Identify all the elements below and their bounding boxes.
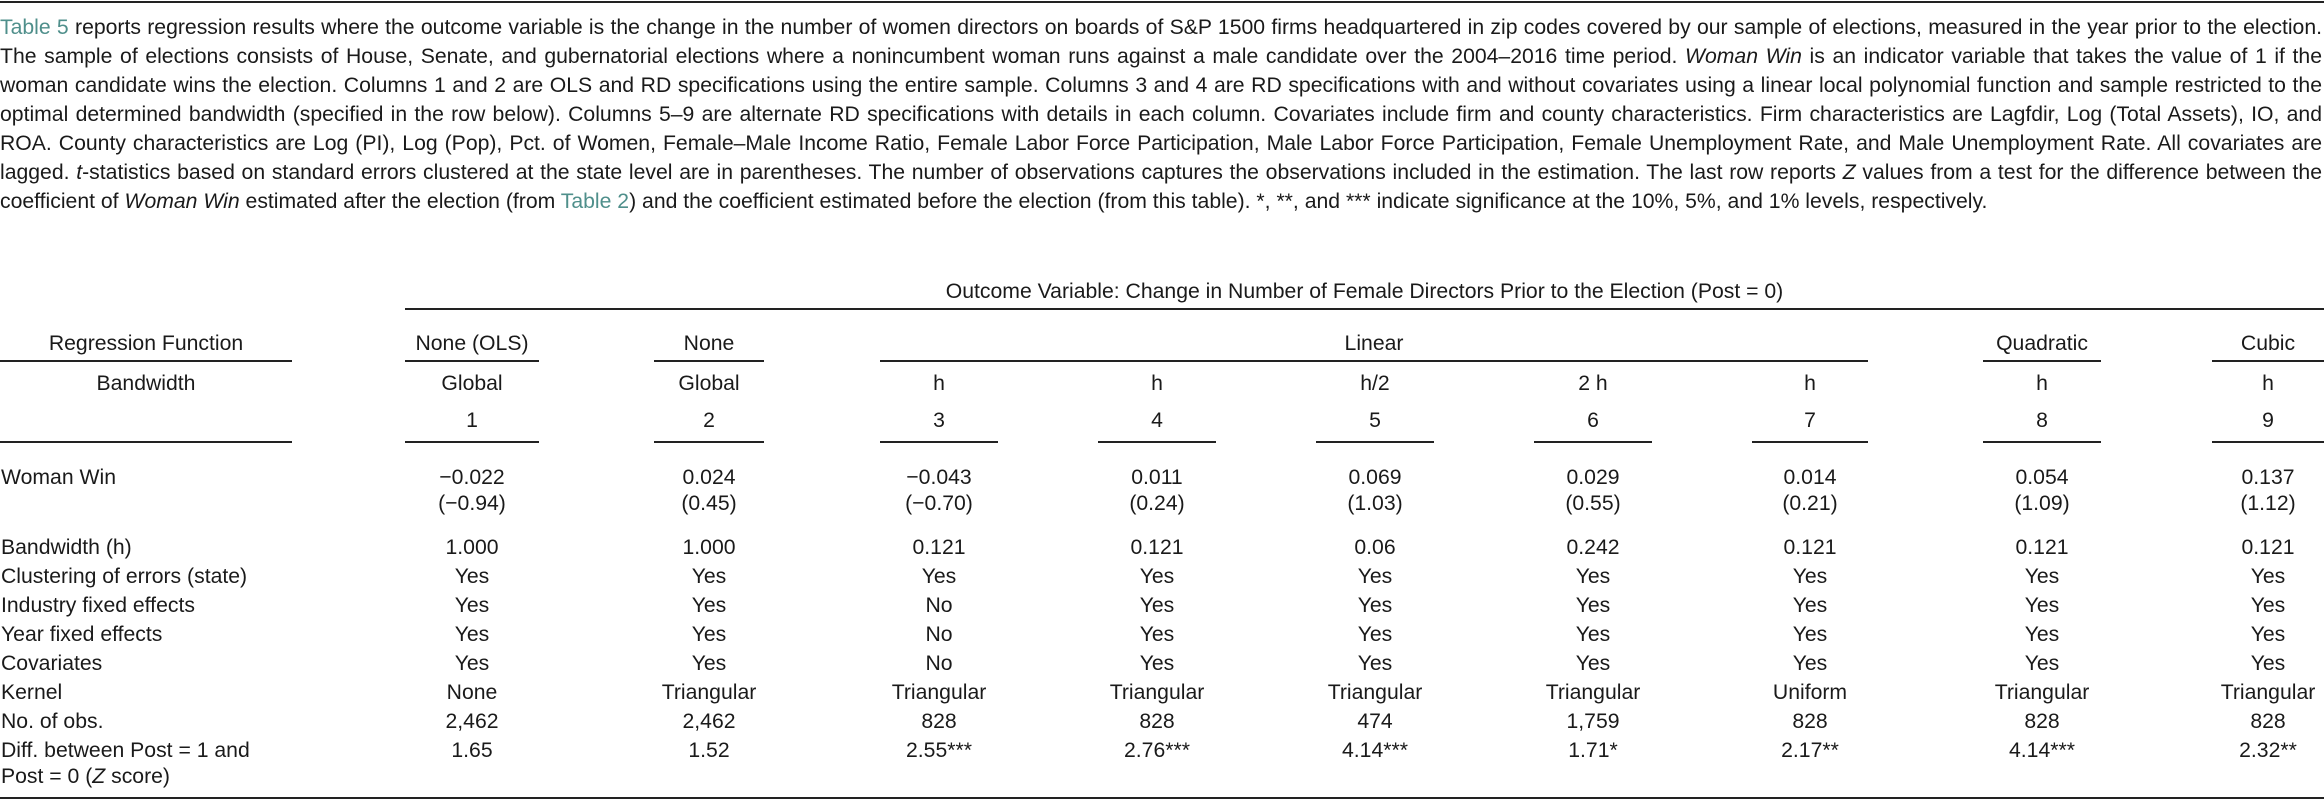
- diff-cell-col-3: 2.55***: [906, 739, 972, 762]
- kernel-cell-col-7: Uniform: [1772, 681, 1848, 704]
- group-header-rule: [2212, 360, 2324, 362]
- table-5-link[interactable]: Table 5: [0, 16, 69, 39]
- industry-fe-cell-col-2: Yes: [691, 594, 727, 617]
- row-label-diff-line2: [1, 764, 170, 790]
- year-fe-cell-col-1: Yes: [454, 623, 490, 646]
- clustering-cell-col-5: Yes: [1357, 565, 1393, 588]
- bandwidth-cell-col-2: Global: [678, 372, 740, 395]
- covariates-cell-col-1: Yes: [454, 652, 490, 675]
- covariates-cell-col-9: Yes: [2250, 652, 2286, 675]
- caption-text: -statistics based on standard errors clustered at the state level are in parentheses. The number of observations captures the observations included in the estimation. The last row reports: [82, 161, 1843, 184]
- industry-fe-cell-col-6: Yes: [1575, 594, 1611, 617]
- n-obs-cell-col-4: 828: [1139, 710, 1175, 733]
- n-obs-cell-col-2: 2,462: [682, 710, 736, 733]
- group-header-quadratic: Quadratic: [1996, 332, 2088, 355]
- bandwidth-cell-col-1: Global: [441, 372, 503, 395]
- bandwidth-h-cell-col-6: 0.242: [1566, 536, 1620, 559]
- woman-win-tstat-col-5: (1.03): [1347, 492, 1403, 515]
- industry-fe-cell-col-5: Yes: [1357, 594, 1393, 617]
- clustering-cell-col-2: Yes: [691, 565, 727, 588]
- covariates-cell-col-5: Yes: [1357, 652, 1393, 675]
- column-number-col-9: 9: [2262, 409, 2274, 432]
- clustering-cell-col-4: Yes: [1139, 565, 1175, 588]
- top-rule: [0, 1, 2324, 3]
- group-header-cubic: Cubic: [2240, 332, 2296, 355]
- clustering-cell-col-3: Yes: [921, 565, 957, 588]
- bandwidth-label: Bandwidth: [96, 372, 196, 395]
- bandwidth-h-cell-col-2: 1.000: [682, 536, 736, 559]
- column-number-rule: [2212, 441, 2324, 443]
- column-number-col-8: 8: [2036, 409, 2048, 432]
- group-header-rule: [1983, 360, 2101, 362]
- woman-win-coef-col-4: 0.011: [1131, 466, 1183, 489]
- group-header-rule: [0, 360, 292, 362]
- group-header-none: None: [683, 332, 735, 355]
- outcome-header-rule: [405, 308, 2324, 310]
- caption-text: estimated after the election (from: [239, 190, 561, 213]
- kernel-cell-col-2: Triangular: [661, 681, 757, 704]
- n-obs-cell-col-8: 828: [2024, 710, 2060, 733]
- caption-text: ) and the coefficient estimated before the election (from this table). *, **, and *** indicate significance at the 10%, 5%, and 1% levels, respectively.: [629, 190, 1988, 213]
- column-number-col-7: 7: [1804, 409, 1816, 432]
- bandwidth-cell-col-6: 2 h: [1578, 372, 1608, 395]
- year-fe-cell-col-2: Yes: [691, 623, 727, 646]
- n-obs-cell-col-1: 2,462: [445, 710, 499, 733]
- caption-text: Z: [1842, 161, 1856, 184]
- clustering-cell-col-7: Yes: [1792, 565, 1828, 588]
- diff-label-z: Z: [92, 765, 106, 788]
- column-number-rule: [1098, 441, 1216, 443]
- industry-fe-cell-col-8: Yes: [2024, 594, 2060, 617]
- table-caption: [0, 13, 2322, 216]
- outcome-variable-header: Outcome Variable: Change in Number of Female Directors Prior to the Election (Post = 0): [945, 280, 1784, 303]
- bottom-rule: [0, 797, 2324, 799]
- diff-label-text: score): [105, 765, 170, 788]
- year-fe-cell-col-4: Yes: [1139, 623, 1175, 646]
- woman-win-coef-col-1: −0.022: [439, 466, 505, 489]
- woman-win-coef-col-5: 0.069: [1348, 466, 1402, 489]
- caption-text: reports regression results where the outcome variable is the change in the number of women directors on boards of S&P 1500 firms headquartered in zip codes covered by our sample of elections, measured in the year prior to the election. The sample of elections consists of House, Senate, and gubernatorial elections where a nonincumbent woman runs against a male candidate over the 2004–2016 time period.: [0, 16, 2323, 68]
- diff-cell-col-8: 4.14***: [2009, 739, 2075, 762]
- n-obs-cell-col-3: 828: [921, 710, 957, 733]
- column-number-col-5: 5: [1369, 409, 1381, 432]
- woman-win-coef-col-3: −0.043: [906, 466, 972, 489]
- woman-win-tstat-col-9: (1.12): [2240, 492, 2296, 515]
- clustering-cell-col-8: Yes: [2024, 565, 2060, 588]
- woman-win-coef-col-6: 0.029: [1566, 466, 1620, 489]
- industry-fe-cell-col-3: No: [925, 594, 953, 617]
- diff-cell-col-1: 1.65: [451, 739, 493, 762]
- bandwidth-h-cell-col-3: 0.121: [912, 536, 966, 559]
- woman-win-coef-col-8: 0.054: [2015, 466, 2069, 489]
- year-fe-cell-col-5: Yes: [1357, 623, 1393, 646]
- group-header-rule: [654, 360, 764, 362]
- diff-cell-col-7: 2.17**: [1781, 739, 1839, 762]
- woman-win-tstat-col-7: (0.21): [1782, 492, 1838, 515]
- column-number-rule: [654, 441, 764, 443]
- diff-label-text: Post = 0 (: [1, 765, 93, 788]
- n-obs-cell-col-7: 828: [1792, 710, 1828, 733]
- covariates-cell-col-4: Yes: [1139, 652, 1175, 675]
- industry-fe-cell-col-9: Yes: [2250, 594, 2286, 617]
- covariates-cell-col-8: Yes: [2024, 652, 2060, 675]
- bandwidth-cell-col-8: h: [2036, 372, 2048, 395]
- caption-text: Woman Win: [124, 190, 240, 213]
- bandwidth-h-cell-col-5: 0.06: [1354, 536, 1396, 559]
- diff-cell-col-2: 1.52: [688, 739, 730, 762]
- kernel-cell-col-4: Triangular: [1109, 681, 1205, 704]
- column-number-rule: [1534, 441, 1652, 443]
- woman-win-tstat-col-2: (0.45): [681, 492, 737, 515]
- industry-fe-cell-col-7: Yes: [1792, 594, 1828, 617]
- column-number-rule: [1316, 441, 1434, 443]
- bandwidth-h-cell-col-8: 0.121: [2015, 536, 2069, 559]
- caption-text: values from a test for the difference between the coefficient of: [0, 161, 2322, 213]
- table-2-link[interactable]: Table 2: [560, 190, 630, 213]
- woman-win-coef-col-2: 0.024: [682, 466, 736, 489]
- kernel-cell-col-6: Triangular: [1545, 681, 1641, 704]
- kernel-cell-col-9: Triangular: [2220, 681, 2316, 704]
- bandwidth-h-cell-col-9: 0.121: [2241, 536, 2295, 559]
- row-label-industry-fe: Industry fixed effects: [1, 594, 195, 617]
- column-number-rule: [0, 441, 292, 443]
- bandwidth-cell-col-3: h: [933, 372, 945, 395]
- bandwidth-h-cell-col-7: 0.121: [1783, 536, 1837, 559]
- row-label-bandwidth-h: Bandwidth (h): [1, 536, 132, 559]
- clustering-cell-col-1: Yes: [454, 565, 490, 588]
- woman-win-tstat-col-3: (−0.70): [905, 492, 973, 515]
- caption-text: t: [76, 161, 83, 184]
- row-label-woman-win: Woman Win: [1, 466, 116, 489]
- bandwidth-cell-col-7: h: [1804, 372, 1816, 395]
- industry-fe-cell-col-1: Yes: [454, 594, 490, 617]
- column-number-col-4: 4: [1151, 409, 1163, 432]
- caption-text: Woman Win: [1685, 45, 1802, 68]
- diff-cell-col-9: 2.32**: [2239, 739, 2297, 762]
- industry-fe-cell-col-4: Yes: [1139, 594, 1175, 617]
- year-fe-cell-col-6: Yes: [1575, 623, 1611, 646]
- year-fe-cell-col-8: Yes: [2024, 623, 2060, 646]
- column-number-rule: [880, 441, 998, 443]
- column-number-col-3: 3: [933, 409, 945, 432]
- woman-win-tstat-col-1: (−0.94): [438, 492, 506, 515]
- group-header-rule: [405, 360, 539, 362]
- n-obs-cell-col-5: 474: [1357, 710, 1393, 733]
- kernel-cell-col-8: Triangular: [1994, 681, 2090, 704]
- column-number-col-2: 2: [703, 409, 715, 432]
- bandwidth-h-cell-col-4: 0.121: [1130, 536, 1184, 559]
- row-label-kernel: Kernel: [1, 681, 63, 704]
- group-header-rule: [880, 360, 1868, 362]
- column-number-rule: [405, 441, 539, 443]
- year-fe-cell-col-9: Yes: [2250, 623, 2286, 646]
- diff-cell-col-4: 2.76***: [1124, 739, 1190, 762]
- woman-win-coef-col-7: 0.014: [1783, 466, 1837, 489]
- row-label-covariates: Covariates: [1, 652, 103, 675]
- woman-win-tstat-col-6: (0.55): [1565, 492, 1621, 515]
- kernel-cell-col-3: Triangular: [891, 681, 987, 704]
- woman-win-tstat-col-4: (0.24): [1129, 492, 1185, 515]
- column-number-col-6: 6: [1587, 409, 1599, 432]
- regression-function-label: Regression Function: [48, 332, 244, 355]
- n-obs-cell-col-6: 1,759: [1566, 710, 1620, 733]
- column-number-rule: [1983, 441, 2101, 443]
- caption-text: is an indicator variable that takes the value of 1 if the woman candidate wins the election. Columns 1 and 2 are OLS and RD specifications using the entire sample. Columns 3 and 4 are RD specifications with and without covariates using a linear local polynomial function and sample restricted to the optimal determined bandwidth (specified in the row below). Columns 5–9 are alternate RD specifications with details in each column. Covariates include firm and county characteristics. Firm characteristics are Lagfdir, Log (Total Assets), IO, and ROA. County characteristics are Log (PI), Log (Pop), Pct. of Women, Female–Male Income Ratio, Female Labor Force Participation, Male Labor Force Participation, Female Unemployment Rate, and Male Unemployment Rate. All covariates are lagged.: [0, 45, 2323, 184]
- woman-win-coef-col-9: 0.137: [2241, 466, 2295, 489]
- row-label-diff-line1: Diff. between Post = 1 and: [1, 739, 250, 762]
- bandwidth-cell-col-9: h: [2262, 372, 2274, 395]
- clustering-cell-col-9: Yes: [2250, 565, 2286, 588]
- row-label-n-obs: No. of obs.: [1, 710, 104, 733]
- clustering-cell-col-6: Yes: [1575, 565, 1611, 588]
- column-number-col-1: 1: [466, 409, 478, 432]
- diff-cell-col-6: 1.71*: [1568, 739, 1618, 762]
- year-fe-cell-col-3: No: [925, 623, 953, 646]
- group-header-none-ols: None (OLS): [415, 332, 529, 355]
- diff-cell-col-5: 4.14***: [1342, 739, 1408, 762]
- covariates-cell-col-7: Yes: [1792, 652, 1828, 675]
- kernel-cell-col-5: Triangular: [1327, 681, 1423, 704]
- row-label-year-fe: Year fixed effects: [1, 623, 163, 646]
- woman-win-tstat-col-8: (1.09): [2014, 492, 2070, 515]
- kernel-cell-col-1: None: [446, 681, 498, 704]
- bandwidth-cell-col-4: h: [1151, 372, 1163, 395]
- year-fe-cell-col-7: Yes: [1792, 623, 1828, 646]
- n-obs-cell-col-9: 828: [2250, 710, 2286, 733]
- covariates-cell-col-3: No: [925, 652, 953, 675]
- covariates-cell-col-6: Yes: [1575, 652, 1611, 675]
- bandwidth-h-cell-col-1: 1.000: [445, 536, 499, 559]
- covariates-cell-col-2: Yes: [691, 652, 727, 675]
- group-header-linear: Linear: [1344, 332, 1404, 355]
- bandwidth-cell-col-5: h/2: [1360, 372, 1390, 395]
- column-number-rule: [1752, 441, 1868, 443]
- row-label-clustering: Clustering of errors (state): [1, 565, 248, 588]
